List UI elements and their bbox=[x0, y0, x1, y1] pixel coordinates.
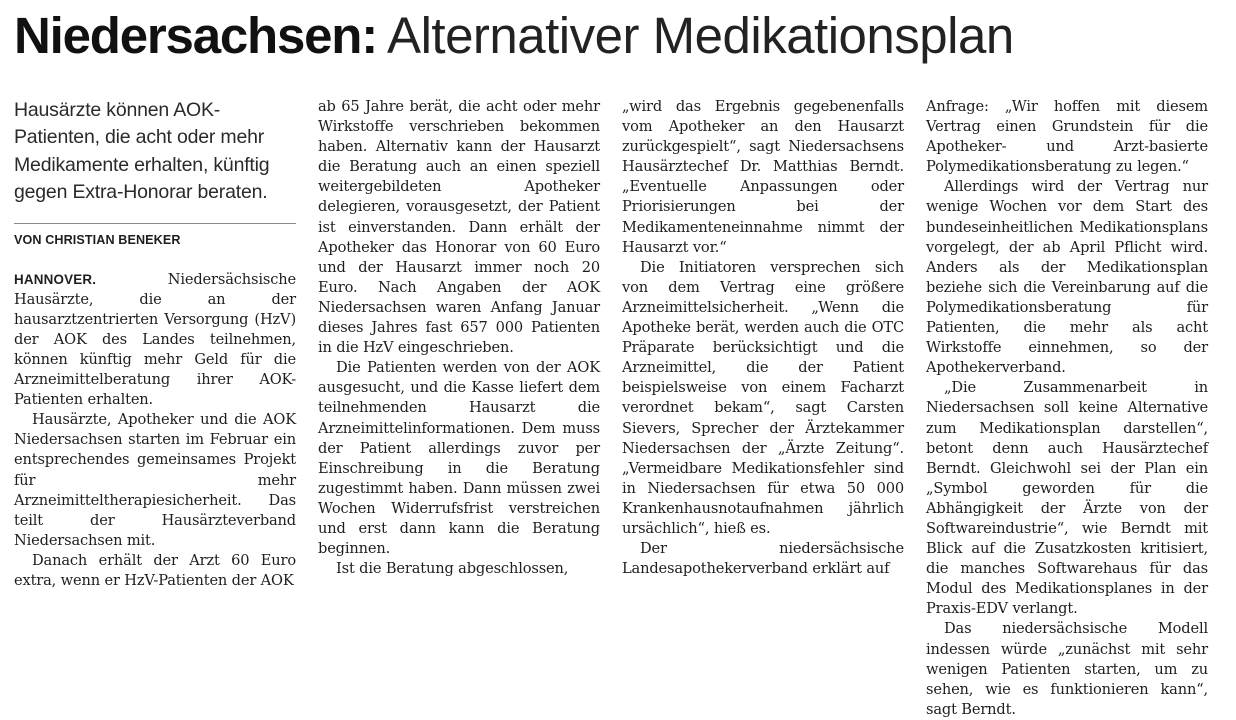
column-2 bbox=[318, 97, 600, 592]
paragraph-1-text: Niedersächsische Hausärzte, die an der hausarztzentrierten Versorgung (HzV) der AOK des Landes teilnehmen, können künftig mehr Geld für die Arzneimittelberatung ihrer AOK-Patienten erhalten. bbox=[14, 270, 296, 409]
paragraph-4: Die Patienten werden von der AOK ausgesucht, und die Kasse liefert dem teilnehmenden Hausarzt die Arzneimittelinformationen. Dem muss der Patient allerdings zuvor per Einschreibung in die Beratung zugestimmt haben. Dann müssen zwei Wochen Widerrufsfrist verstreichen und erst dann kann die Beratung beginnen. bbox=[318, 359, 600, 558]
article-headline bbox=[14, 6, 1229, 68]
paragraph-9: „Die Zusammenarbeit in Niedersachsen soll keine Alternative zum Medikationsplan darstellen“, betont denn auch Hausärztechef Berndt. Gleichwohl sei der Plan ein „Symbol geworden für die Abhängigkeit der Ärzte von der Softwareindustrie“, wie Berndt mit Blick auf die Zusatzkosten kritisiert, die manches Softwarehaus für das Modul des Medikationsplanes in der Praxis-EDV verlangt. bbox=[926, 379, 1208, 618]
paragraph-7-continued: Anfrage: „Wir hoffen mit diesem Vertrag einen Grundstein für die Apotheker- und Arzt-basierte Polymedikationsberatung zu legen.“ bbox=[926, 98, 1208, 176]
paragraph-3-continued: ab 65 Jahre berät, die acht oder mehr Wirkstoffe verschrieben bekommen haben. Alternativ kann der Hausarzt die Beratung auch an einen speziell weitergebildeten Apotheker delegieren, vorausgesetzt, der Patient ist einverstanden. Dann erhält der Apotheker das Honorar von 60 Euro und der Hausarzt immer noch 20 Euro. Nach Angaben der AOK Niedersachsen waren Anfang Januar dieses Jahres fast 657 000 Patienten in die HzV eingeschrieben. bbox=[318, 98, 600, 357]
teaser-divider bbox=[14, 223, 296, 224]
byline: VON CHRISTIAN BENEKER bbox=[14, 232, 181, 247]
paragraph-7: Der niedersächsische Landesapothekerverband erklärt auf bbox=[622, 540, 904, 578]
paragraph-2: Hausärzte, Apotheker und die AOK Niedersachsen starten im Februar ein entsprechendes gemeinsames Projekt für mehr Arzneimitteltherapiesicherheit. Das teilt der Hausärzteverband Niedersachsen mit. bbox=[14, 411, 296, 549]
dateline: HANNOVER. bbox=[14, 271, 97, 287]
teaser: Hausärzte können AOK-Patienten, die acht oder mehr Medikamente erhalten, künftig gegen Extra-Honorar beraten. bbox=[14, 99, 270, 204]
paragraph-6: Die Initiatoren versprechen sich von dem Vertrag eine größere Arzneimittelsicherheit. „Wenn die Apotheke berät, werden auch die OTC Präparate berücksichtigt und die Arzneimittel, die der Patient beispielsweise von einem Facharzt verordnet bekam“, sagt Carsten Sievers, Sprecher der Ärztekammer Niedersachsen der „Ärzte Zeitung“. „Vermeidbare Medikationsfehler sind in Niedersachsen für etwa 50 000 Krankenhausnotaufnahmen jährlich ursächlich“, hieß es. bbox=[622, 258, 904, 537]
column-1 bbox=[14, 97, 296, 592]
paragraph-1 bbox=[14, 270, 296, 411]
headline-bold: Niedersachsen: bbox=[14, 7, 378, 64]
paragraph-3: Danach erhält der Arzt 60 Euro extra, wenn er HzV-Patienten der AOK bbox=[14, 551, 296, 590]
paragraph-8: Allerdings wird der Vertrag nur wenige Wochen vor dem Start des bundeseinheitlichen Medikationsplans vorgelegt, der ab April Pflicht wird. Anders als der Medikationsplan beziehe sich die Vereinbarung auf die Polymedikationsberatung für Patienten, die mehr als acht Wirkstoffe einnehmen, so der Apothekerverband. bbox=[926, 178, 1208, 377]
paragraph-5: Ist die Beratung abgeschlossen, bbox=[336, 560, 569, 578]
paragraph-10: Das niedersächsische Modell indessen würde „zunächst mit sehr wenigen Patienten starten, um zu sehen, wie es funktionieren kann“, sagt Berndt. bbox=[926, 620, 1208, 718]
column-4 bbox=[926, 97, 1208, 718]
headline-light: Alternativer Medikationsplan bbox=[387, 7, 1014, 64]
column-3 bbox=[622, 97, 904, 592]
paragraph-5-continued: „wird das Ergebnis gegebenenfalls vom Apotheker an den Hausarzt zurückgespielt“, sagt Niedersachsens Hausärztechef Dr. Matthias Berndt. „Eventuelle Anpassungen oder Priorisierungen bei der Medikamenteneinnahme nimmt der Hausarzt vor.“ bbox=[622, 98, 904, 256]
